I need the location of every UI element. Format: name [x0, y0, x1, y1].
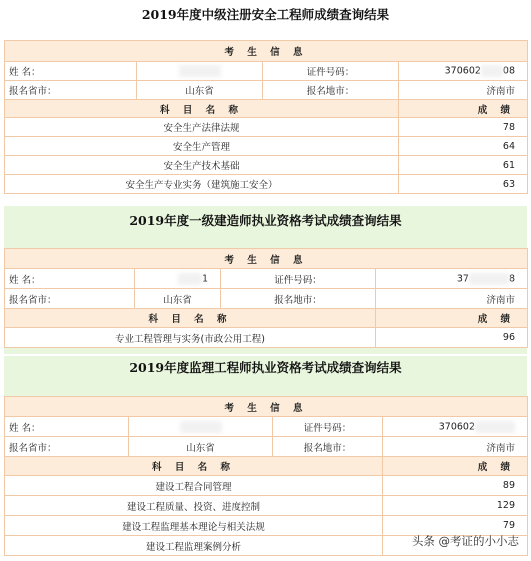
result-table — [4, 248, 528, 348]
table-row — [5, 137, 528, 156]
province-value: 山东省 — [137, 81, 263, 100]
score-cell: 79 — [383, 516, 528, 536]
table-row — [5, 328, 528, 348]
province-label: 报名省市： — [5, 437, 129, 457]
city-label: 报名地市： — [263, 81, 399, 100]
score-cell: 63 — [399, 175, 528, 194]
page-title: 2019年度一级建造师执业资格考试成绩查询结果 — [129, 213, 402, 228]
id-label: 证件号码： — [263, 62, 399, 81]
name-value: 1 — [135, 269, 221, 289]
subject-cell: 建设工程监理基本理论与相关法规 — [5, 516, 383, 536]
score-cell: 89 — [383, 476, 528, 496]
score-header: 成 绩 — [399, 100, 528, 118]
subject-header: 科 目 名 称 — [5, 309, 376, 328]
name-label: 姓 名： — [5, 62, 137, 81]
result-panel-supervision-engineer — [4, 356, 527, 556]
id-label: 证件号码： — [273, 417, 383, 437]
result-table — [4, 396, 528, 556]
score-cell: 64 — [399, 137, 528, 156]
redacted-blur — [469, 273, 509, 285]
score-cell: 61 — [399, 156, 528, 175]
result-panel-constructor — [4, 206, 527, 354]
score-cell: 129 — [383, 496, 528, 516]
score-cell: 96 — [376, 328, 528, 348]
subject-cell: 安全生产管理 — [5, 137, 399, 156]
subject-header: 科 目 名 称 — [5, 457, 383, 476]
redacted-blur — [180, 421, 222, 433]
score-cell: 78 — [399, 118, 528, 137]
table-row — [5, 118, 528, 137]
subject-cell: 建设工程质量、投资、进度控制 — [5, 496, 383, 516]
page-title: 2019年度中级注册安全工程师成绩查询结果 — [141, 7, 390, 22]
province-label: 报名省市： — [5, 289, 135, 309]
name-value — [129, 417, 273, 437]
redacted-blur — [475, 421, 515, 433]
table-row — [5, 496, 528, 516]
redacted-blur — [179, 65, 221, 77]
city-value: 济南市 — [383, 437, 528, 457]
redacted-blur — [481, 65, 503, 77]
subject-header: 科 目 名 称 — [5, 100, 399, 118]
city-label: 报名地市： — [273, 437, 383, 457]
subject-cell: 安全生产法律法规 — [5, 118, 399, 137]
province-value: 山东省 — [129, 437, 273, 457]
province-value: 山东省 — [135, 289, 221, 309]
name-label: 姓 名： — [5, 417, 129, 437]
id-value: 37 8 — [376, 269, 528, 289]
score-header: 成 绩 — [383, 457, 528, 476]
name-value — [137, 62, 263, 81]
id-value: 370602 08 — [399, 62, 528, 81]
table-row — [5, 156, 528, 175]
subject-cell: 安全生产技术基础 — [5, 156, 399, 175]
subject-cell: 建设工程监理案例分析 — [5, 536, 383, 556]
name-label: 姓 名： — [5, 269, 135, 289]
id-value: 370602 — [383, 417, 528, 437]
city-value: 济南市 — [376, 289, 528, 309]
city-label: 报名地市： — [221, 289, 376, 309]
city-value: 济南市 — [399, 81, 528, 100]
result-panel-safety-engineer — [4, 0, 527, 194]
result-table — [4, 40, 528, 194]
score-header: 成 绩 — [376, 309, 528, 328]
table-row — [5, 476, 528, 496]
subject-cell: 建设工程合同管理 — [5, 476, 383, 496]
province-label: 报名省市： — [5, 81, 137, 100]
section-header: 考 生 信 息 — [5, 41, 528, 62]
section-header: 考 生 信 息 — [5, 249, 528, 269]
table-row — [5, 175, 528, 194]
redacted-blur — [178, 273, 202, 285]
subject-cell: 专业工程管理与实务(市政公用工程) — [5, 328, 376, 348]
subject-cell: 安全生产专业实务（建筑施工安全） — [5, 175, 399, 194]
page-title: 2019年度监理工程师执业资格考试成绩查询结果 — [129, 360, 402, 375]
section-header: 考 生 信 息 — [5, 397, 528, 417]
id-label: 证件号码： — [221, 269, 376, 289]
watermark-text: 头条 @考证的小小志 — [411, 534, 519, 548]
